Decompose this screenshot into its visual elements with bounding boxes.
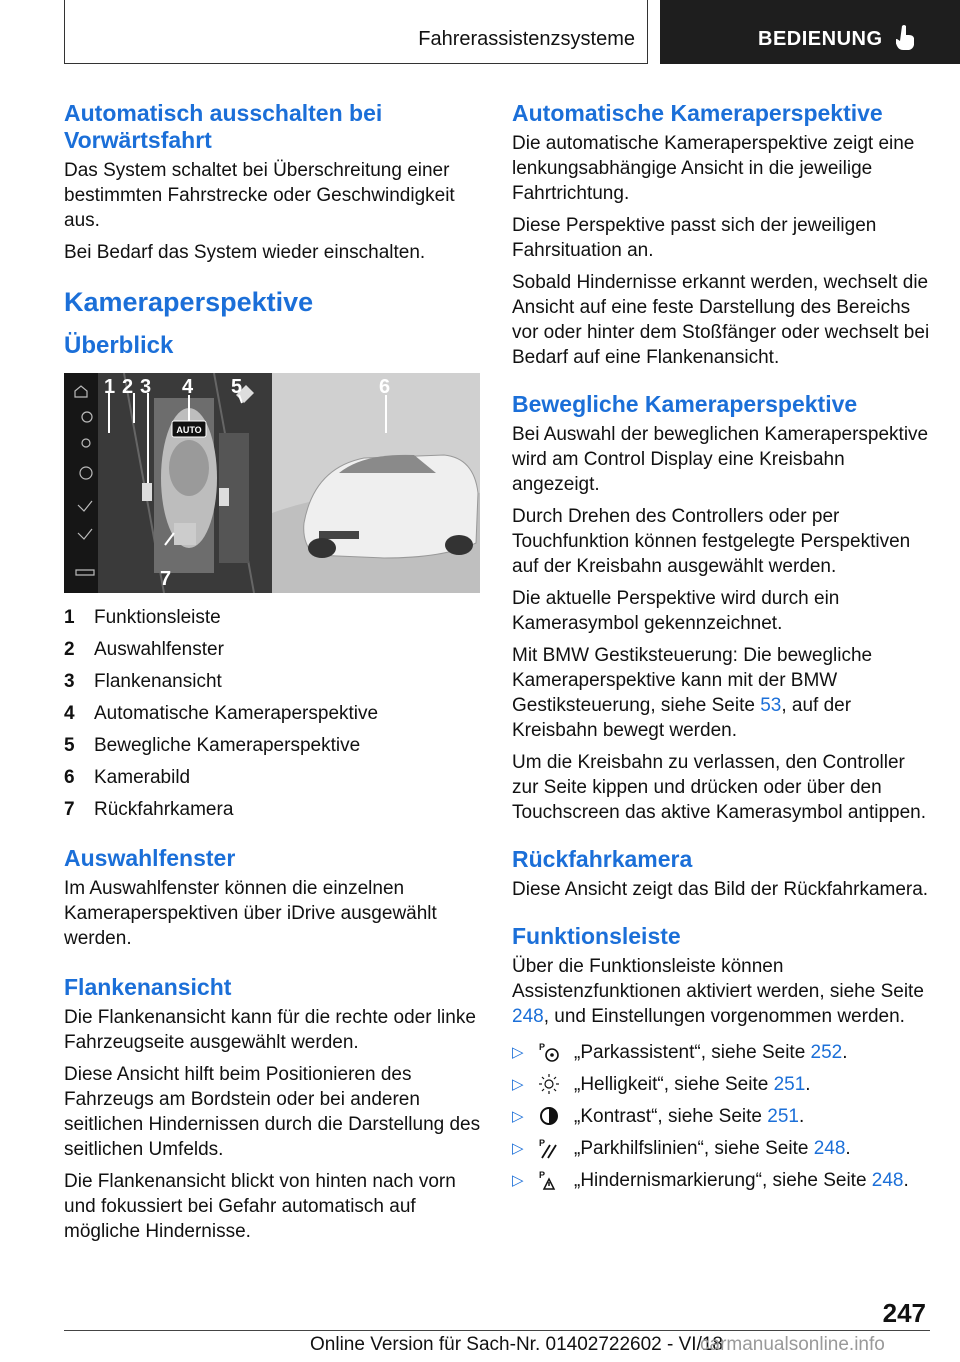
list-item: ▷ P „Parkhilfslinien“, siehe Seite 248. — [512, 1137, 851, 1159]
bullet-triangle-icon: ▷ — [512, 1075, 524, 1093]
paragraph: Das System schaltet bei Überschreitung einer bestimmten Fahrstrecke oder Geschwindigkeit aus. — [64, 160, 455, 231]
header-chapter-tab — [660, 0, 960, 64]
paragraph: Bei Bedarf das System wieder einschalten. — [64, 242, 426, 263]
footer-divider — [64, 1330, 930, 1331]
paragraph: Diese Ansicht zeigt das Bild der Rückfahrkamera. — [512, 879, 929, 900]
bullet-triangle-icon: ▷ — [512, 1171, 524, 1189]
left-column — [64, 100, 482, 1251]
page-number: 247 — [882, 1298, 926, 1328]
paragraph: Diese Perspektive passt sich der jeweiligen Fahrsituation an. — [512, 215, 877, 261]
list-item: ▷ „Kontrast“, siehe Seite 251. — [512, 1105, 805, 1127]
contrast-icon — [538, 1105, 574, 1127]
figure-legend — [64, 605, 482, 829]
legend-item: 1 Funktionsleiste — [64, 607, 221, 628]
heading-auto-perspective: Automatische Kameraperspektive — [512, 100, 883, 126]
page-link-248[interactable]: 248 — [871, 1169, 904, 1191]
paragraph: Sobald Hindernisse erkannt werden, wechselt die Ansicht auf eine feste Darstellung des Bereichs vor oder hinter dem Stoßfänger oder wechselt bei Bedarf auf eine Flankenansicht. — [512, 272, 930, 368]
paragraph: Über die Funktionsleiste können Assistenzfunktionen aktiviert werden, siehe Seite 248, und Einstellungen vorgenommen werden. — [512, 956, 924, 1027]
bullet-triangle-icon: ▷ — [512, 1139, 524, 1157]
legend-item: 7 Rückfahrkamera — [64, 799, 234, 820]
footer-online-version: Online Version für Sach-Nr. 01402722602 - VI/18 — [310, 1334, 723, 1355]
auto-label: AUTO — [176, 425, 202, 435]
heading-rueckfahrkamera: Rückfahrkamera — [512, 846, 693, 872]
camera-figure — [64, 373, 480, 593]
paragraph: Die automatische Kameraperspektive zeigt eine lenkungsabhängige Ansicht in die jeweilige Fahrtrichtung. — [512, 133, 915, 204]
callout-7: 7 — [160, 568, 172, 590]
list-item: ▷ „Helligkeit“, siehe Seite 251. — [512, 1073, 811, 1095]
brightness-icon — [538, 1073, 574, 1095]
paragraph: Durch Drehen des Controllers oder per Touchfunktion können festgelegte Perspektiven auf der Kreisbahn ausgewählt werden. — [512, 506, 911, 577]
callout-2: 2 — [122, 376, 134, 398]
callout-5: 5 — [231, 376, 243, 398]
page-link-248[interactable]: 248 — [813, 1137, 846, 1159]
function-list — [512, 1036, 930, 1196]
page-link-53[interactable]: 53 — [760, 695, 782, 716]
callout-4: 4 — [182, 376, 194, 398]
svg-text:P: P — [539, 1138, 546, 1148]
legend-item: 4 Automatische Kameraperspektive — [64, 703, 379, 724]
callout-1: 1 — [104, 376, 116, 398]
legend-item: 5 Bewegliche Kameraperspektive — [64, 735, 361, 756]
heading-auswahlfenster: Auswahlfenster — [64, 845, 236, 871]
page-link-251[interactable]: 251 — [773, 1073, 806, 1095]
parking-lines-icon — [538, 1137, 574, 1159]
callout-3: 3 — [140, 376, 152, 398]
paragraph: Diese Ansicht hilft beim Positionieren des Fahrzeugs am Bordstein oder bei anderen seitlichen Hindernissen durch die Darstellung des seitlichen Umfelds. — [64, 1064, 481, 1160]
camera-overview-illustration — [64, 373, 480, 593]
paragraph: Die Flankenansicht blickt von hinten nach vorn und fokussiert bei Gefahr automatisch auf mögliche Hindernisse. — [64, 1171, 456, 1242]
svg-text:P: P — [539, 1042, 546, 1052]
paragraph: Bei Auswahl der beweglichen Kameraperspektive wird am Control Display eine Kreisbahn angezeigt. — [512, 424, 929, 495]
bullet-triangle-icon: ▷ — [512, 1043, 524, 1061]
header-section-title: Fahrerassistenzsysteme — [418, 28, 635, 50]
heading-funktionsleiste: Funktionsleiste — [512, 923, 681, 949]
page-link-251[interactable]: 251 — [767, 1105, 799, 1127]
obstacle-marking-icon — [538, 1169, 574, 1191]
legend-item: 6 Kamerabild — [64, 767, 191, 788]
page-link-252[interactable]: 252 — [810, 1041, 843, 1063]
paragraph: Mit BMW Gestiksteuerung: Die bewegliche Kameraperspektive kann mit der BMW Gestiksteuerung, siehe Seite 53, auf der Kreisbahn bewegt werden. — [512, 645, 873, 741]
header-section-tab — [64, 0, 648, 64]
heading-ueberblick: Überblick — [64, 332, 174, 359]
heading-flankenansicht: Flankenansicht — [64, 974, 232, 1000]
heading-auto-off: Automatisch ausschalten bei Vorwärtsfahrt — [64, 100, 383, 153]
paragraph: Um die Kreisbahn zu verlassen, den Controller zur Seite kippen und drücken oder über den Touchscreen das aktive Kamerasymbol antippen. — [512, 752, 927, 823]
footer-watermark: carmanualsonline.info — [700, 1334, 885, 1355]
header-chapter-title: BEDIENUNG — [758, 28, 883, 50]
bullet-triangle-icon: ▷ — [512, 1107, 524, 1125]
hand-pointer-icon — [896, 24, 916, 50]
heading-movable-perspective: Bewegliche Kameraperspektive — [512, 391, 858, 417]
function-bar — [64, 373, 98, 593]
paragraph: Im Auswahlfenster können die einzelnen Kameraperspektiven über iDrive ausgewählt werden. — [64, 878, 437, 949]
right-column — [512, 100, 930, 1196]
park-assistant-icon — [538, 1041, 574, 1063]
callout-6: 6 — [379, 376, 391, 398]
page-link-248[interactable]: 248 — [512, 1006, 544, 1027]
svg-text:P: P — [539, 1170, 546, 1180]
legend-item: 3 Flankenansicht — [64, 671, 222, 692]
heading-kameraperspektive: Kameraperspektive — [64, 287, 314, 317]
list-item: ▷ P „Hindernismarkierung“, siehe Seite 248. — [512, 1169, 909, 1191]
legend-item: 2 Auswahlfenster — [64, 639, 224, 660]
paragraph: Die aktuelle Perspektive wird durch ein Kamerasymbol gekennzeichnet. — [512, 588, 840, 634]
list-item: ▷ P „Parkassistent“, siehe Seite 252. — [512, 1041, 848, 1063]
paragraph: Die Flankenansicht kann für die rechte oder linke Fahrzeugseite ausgewählt werden. — [64, 1007, 476, 1053]
